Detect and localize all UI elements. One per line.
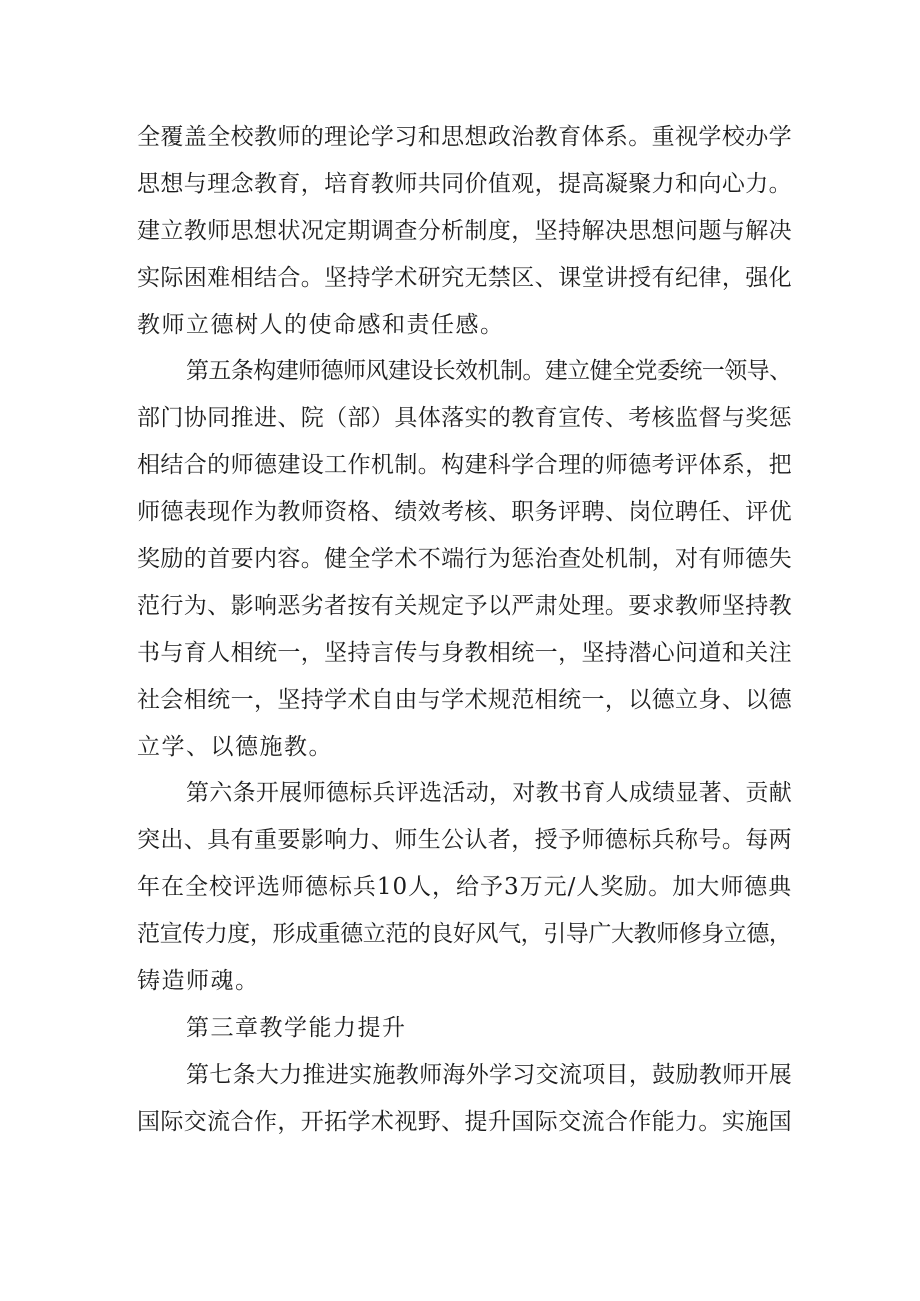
text-line: 突出、具有重要影响力、师生公认者，授予师德标兵称号。每两 <box>137 827 792 854</box>
document-body <box>137 114 792 1146</box>
text-line: 范宣传力度，形成重德立范的良好风气，引导广大教师修身立德， <box>137 921 792 948</box>
text-line: 第三章教学能力提升 <box>186 1014 407 1041</box>
text-line: 思想与理念教育，培育教师共同价值观，提高凝聚力和向心力。 <box>137 170 792 197</box>
text-line: 范行为、影响恶劣者按有关规定予以严肃处理。要求教师坚持教 <box>137 592 792 619</box>
text-line: 第六条开展师德标兵评选活动，对教书育人成绩显著、贡献 <box>186 780 792 807</box>
text-line: 建立教师思想状况定期调查分析制度，坚持解决思想问题与解决 <box>137 217 792 244</box>
text-line: 铸造师魂。 <box>137 968 260 995</box>
text-line: 部门协同推进、院（部）具体落实的教育宣传、考核监督与奖惩 <box>137 405 792 432</box>
text-line: 第五条构建师德师风建设长效机制。建立健全党委统一领导、 <box>186 358 792 385</box>
text-line: 书与育人相统一，坚持言传与身教相统一，坚持潜心问道和关注 <box>137 639 792 666</box>
text-line: 全覆盖全校教师的理论学习和思想政治教育体系。重视学校办学 <box>137 124 792 150</box>
text-line: 国际交流合作，开拓学术视野、提升国际交流合作能力。实施国 <box>137 1108 792 1135</box>
text-line: 年在全校评选师德标兵10人，给予3万元/人奖励。加大师德典 <box>137 874 793 901</box>
text-line: 第七条大力推进实施教师海外学习交流项目，鼓励教师开展 <box>186 1061 792 1088</box>
text-line: 实际困难相结合。坚持学术研究无禁区、课堂讲授有纪律，强化 <box>137 264 792 291</box>
text-line: 立学、以德施教。 <box>137 733 333 760</box>
text-line: 相结合的师德建设工作机制。构建科学合理的师德考评体系，把 <box>137 452 792 479</box>
text-line: 教师立德树人的使命感和责任感。 <box>137 311 505 338</box>
text-line: 社会相统一，坚持学术自由与学术规范相统一，以德立身、以德 <box>137 686 792 713</box>
text-line: 师德表现作为教师资格、绩效考核、职务评聘、岗位聘任、评优 <box>137 499 792 526</box>
text-line: 奖励的首要内容。健全学术不端行为惩治查处机制，对有师德失 <box>137 546 792 573</box>
